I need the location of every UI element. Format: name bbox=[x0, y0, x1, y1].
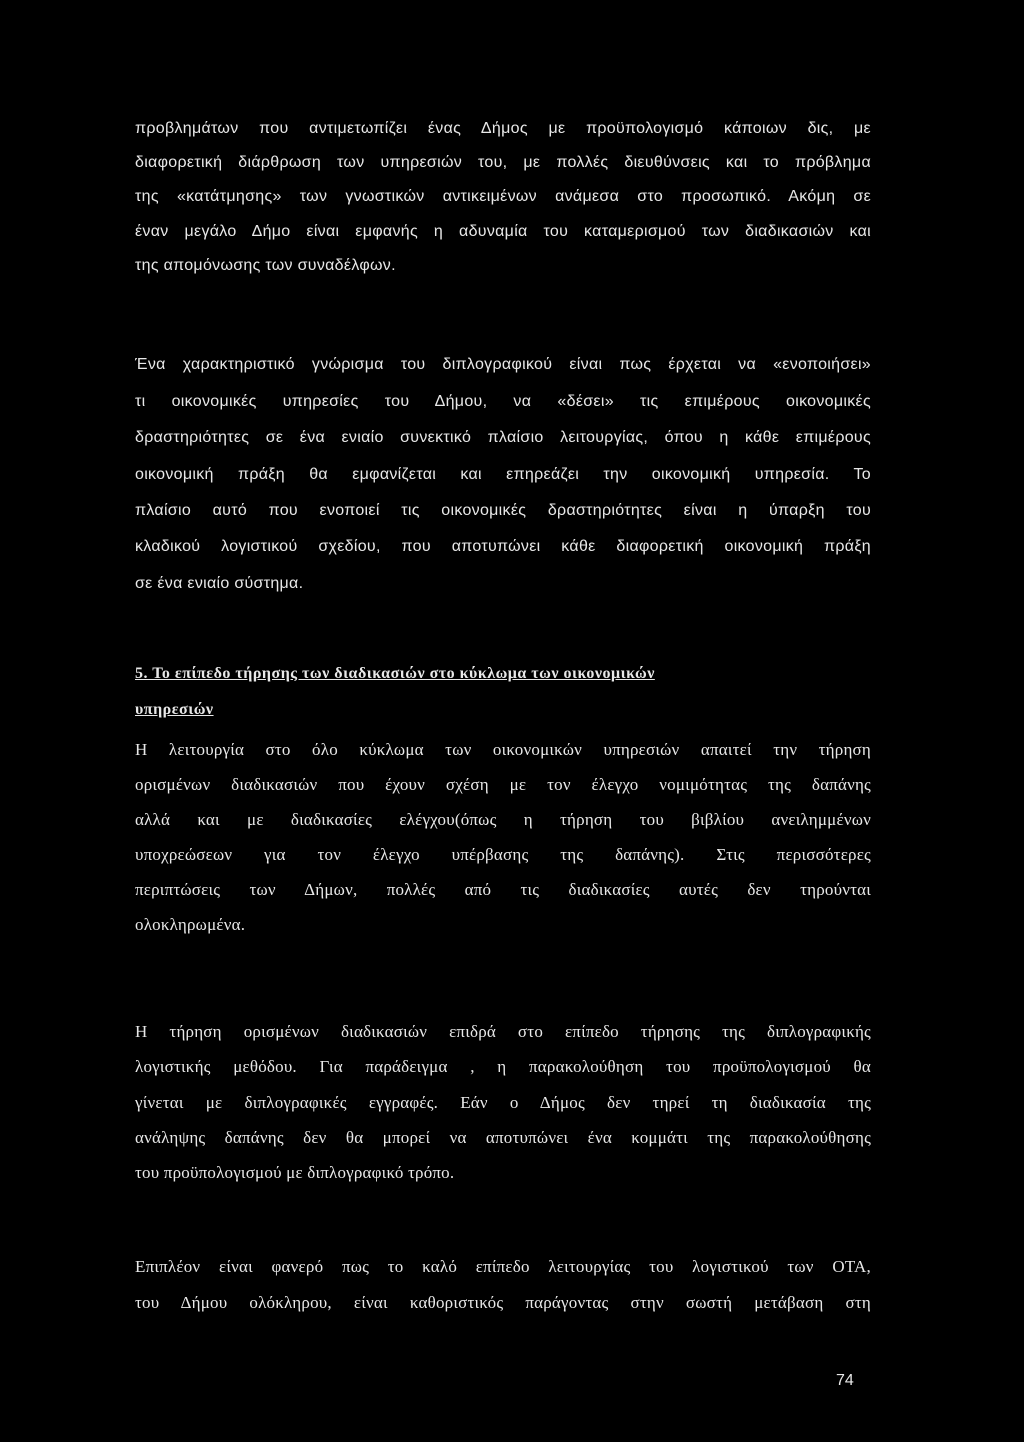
text-line: του Δήμου ολόκληρου, είναι καθοριστικός παράγοντας στην σωστή μετάβαση στη bbox=[135, 1293, 871, 1312]
text-line: αλλά και με διαδικασίες ελέγχου(όπως η τήρηση του βιβλίου ανειλημμένων bbox=[135, 810, 871, 829]
text-line: υποχρεώσεων για τον έλεγχο υπέρβασης της δαπάνης). Στις περισσότερες bbox=[135, 845, 871, 864]
text-line: έναν μεγάλο Δήμο είναι εμφανής η αδυναμία του καταμερισμού των διαδικασιών και bbox=[135, 223, 871, 240]
text-line: της απομόνωσης των συναδέλφων. bbox=[135, 257, 396, 274]
text-line: τι οικονομικές υπηρεσίες του Δήμου, να «δέσει» τις επιμέρους οικονομικές bbox=[135, 393, 871, 410]
text-line: περιπτώσεις των Δήμων, πολλές από τις διαδικασίες αυτές δεν τηρούνται bbox=[135, 880, 871, 899]
text-line: Επιπλέον είναι φανερό πως το καλό επίπεδο λειτουργίας του λογιστικού των ΟΤΑ, bbox=[135, 1257, 871, 1276]
text-line: του προϋπολογισμού με διπλογραφικό τρόπο. bbox=[135, 1163, 455, 1182]
text-line: της «κατάτμησης» των γνωστικών αντικειμένων ανάμεσα στο προσωπικό. Ακόμη σε bbox=[135, 188, 871, 205]
text-line: ανάληψης δαπάνης δεν θα μπορεί να αποτυπώνει ένα κομμάτι της παρακολούθησης bbox=[135, 1128, 871, 1147]
page-number: 74 bbox=[836, 1372, 854, 1389]
text-line: δραστηριότητες σε ένα ενιαίο συνεκτικό πλαίσιο λειτουργίας, όπου η κάθε επιμέρους bbox=[135, 429, 871, 446]
text-line: ορισμένων διαδικασιών που έχουν σχέση με τον έλεγχο νομιμότητας της δαπάνης bbox=[135, 775, 871, 794]
text-line: προβλημάτων που αντιμετωπίζει ένας Δήμος με προϋπολογισμό κάποιων δις, με bbox=[135, 120, 871, 137]
text-line: γίνεται με διπλογραφικές εγγραφές. Εάν ο Δήμος δεν τηρεί τη διαδικασία της bbox=[135, 1093, 871, 1112]
text-line: σε ένα ενιαίο σύστημα. bbox=[135, 575, 304, 592]
text-line: ολοκληρωμένα. bbox=[135, 915, 246, 934]
text-line: Η τήρηση ορισμένων διαδικασιών επιδρά στο επίπεδο τήρησης της διπλογραφικής bbox=[135, 1022, 871, 1041]
text-line: Ένα χαρακτηριστικό γνώρισμα του διπλογραφικού είναι πως έρχεται να «ενοποιήσει» bbox=[135, 356, 871, 373]
section-heading: 5. Το επίπεδο τήρησης των διαδικασιών στο κύκλωμα των οικονομικών bbox=[135, 665, 655, 682]
text-line: πλαίσιο αυτό που ενοποιεί τις οικονομικές δραστηριότητες είναι η ύπαρξη του bbox=[135, 502, 871, 519]
text-line: Η λειτουργία στο όλο κύκλωμα των οικονομικών υπηρεσιών απαιτεί την τήρηση bbox=[135, 740, 871, 759]
text-line: κλαδικού λογιστικού σχεδίου, που αποτυπώνει κάθε διαφορετική οικονομική πράξη bbox=[135, 538, 871, 555]
text-line: λογιστικής μεθόδου. Για παράδειγμα , η παρακολούθηση του προϋπολογισμού θα bbox=[135, 1057, 871, 1076]
section-heading: υπηρεσιών bbox=[135, 701, 214, 718]
text-line: διαφορετική διάρθρωση των υπηρεσιών του, με πολλές διευθύνσεις και το πρόβλημα bbox=[135, 154, 871, 171]
text-line: οικονομική πράξη θα εμφανίζεται και επηρεάζει την οικονομική υπηρεσία. Το bbox=[135, 466, 871, 483]
